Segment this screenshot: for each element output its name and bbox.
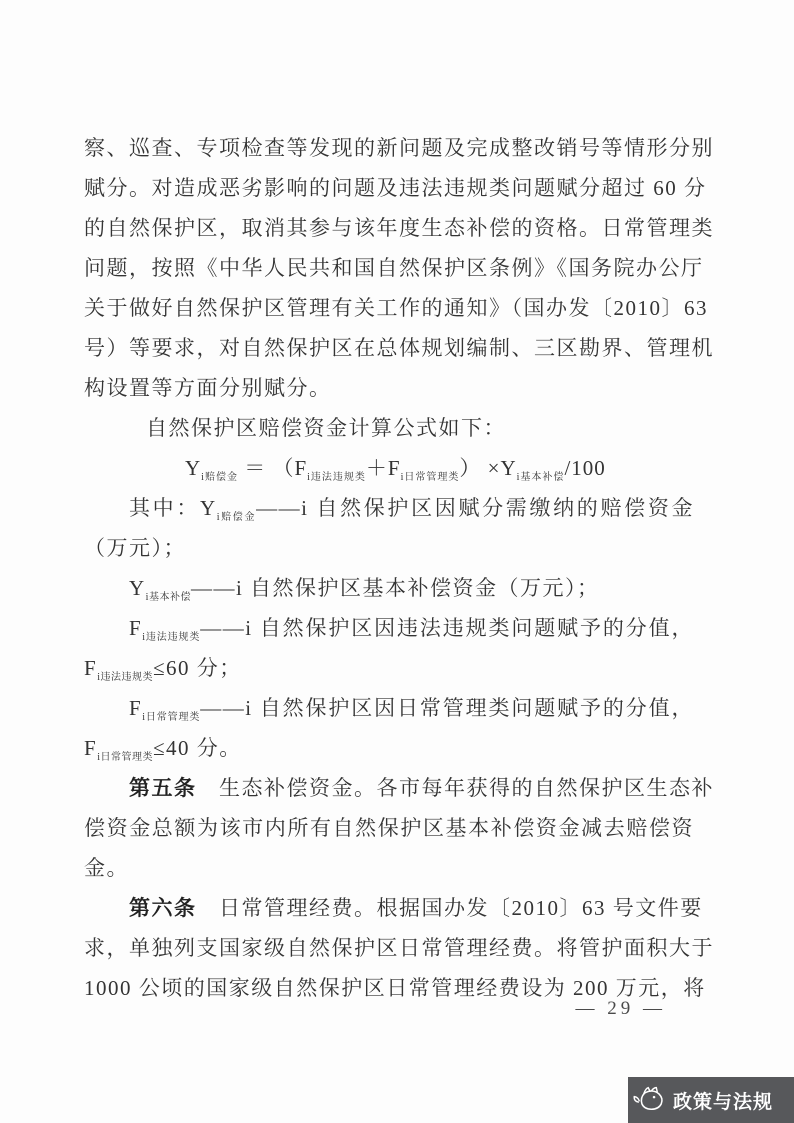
text-line-17: [84, 768, 714, 808]
text-line-20: [84, 888, 703, 928]
text-segment: 察、巡查、专项检查等发现的新问题及完成整改销号等情形分别: [84, 136, 714, 160]
subscript-label: i赔偿金: [216, 512, 257, 523]
text-line-8: [84, 408, 694, 448]
formula-line: [84, 448, 694, 488]
text-segment: 自然保护区赔偿资金计算公式如下：: [146, 416, 506, 440]
text-line-15: [84, 688, 694, 728]
text-segment: 号）等要求，对自然保护区在总体规划编制、三区勘界、管理机: [84, 336, 714, 360]
text-segment: Y: [185, 456, 202, 480]
text-segment: 关于做好自然保护区管理有关工作的通知》（国办发〔2010〕63: [84, 296, 708, 320]
text-segment: ——i 自然保护区因日常管理类问题赋予的分值，: [200, 696, 694, 720]
text-line-10: [84, 488, 694, 528]
text-segment: 的自然保护区，取消其参与该年度生态补偿的资格。日常管理类: [84, 216, 714, 240]
subscript-label: i基本补偿: [516, 472, 565, 483]
text-segment: ≤60 分；: [152, 656, 242, 680]
text-segment: ——i 自然保护区因赋分需缴纳的赔偿资金: [256, 496, 694, 520]
text-segment: ——i 自然保护区因违法违规类问题赋予的分值，: [200, 616, 694, 640]
document-lines: [84, 128, 714, 1008]
text-line-7: [84, 368, 694, 408]
text-line-16: [84, 728, 694, 768]
text-line-12: [84, 568, 694, 608]
subscript-label: i日常管理类: [142, 712, 201, 723]
subscript-label: i日常管理类: [97, 752, 153, 763]
cat-doodle-icon: [632, 1083, 668, 1118]
text-segment: F: [84, 736, 98, 760]
text-line-19: [84, 848, 694, 888]
brand-label: 政策与法规: [673, 1091, 774, 1113]
article-heading: 第五条: [129, 776, 197, 800]
text-segment: F: [84, 656, 98, 680]
text-line-2: [84, 168, 707, 208]
text-segment: ——i 自然保护区基本补偿资金（万元）；: [190, 576, 600, 600]
text-segment: F: [129, 616, 143, 640]
text-segment: 赋分。对造成恶劣影响的问题及违法违规类问题赋分超过 60 分: [84, 176, 707, 200]
text-line-6: [84, 328, 714, 368]
text-segment: 日常管理经费。根据国办发〔2010〕63 号文件要: [196, 896, 703, 920]
text-segment: ） ×Y: [459, 456, 517, 480]
text-line-21: [84, 928, 714, 968]
subscript-label: i违法违规类: [307, 472, 366, 483]
text-segment: 构设置等方面分别赋分。: [84, 376, 332, 400]
text-segment: 1000 公顷的国家级自然保护区日常管理经费设为 200 万元，将: [84, 976, 706, 1000]
text-line-13: [84, 608, 694, 648]
text-line-11: [84, 528, 694, 568]
text-segment: Y: [129, 576, 146, 600]
text-segment: F: [129, 696, 143, 720]
text-segment: 金。: [84, 856, 129, 880]
text-segment: （万元）；: [84, 536, 186, 560]
text-line-3: [84, 208, 714, 248]
text-segment: 求，单独列支国家级自然保护区日常管理经费。将管护面积大于: [84, 936, 714, 960]
footer-brand-band: [628, 1077, 794, 1123]
text-segment: 问题，按照《中华人民共和国自然保护区条例》《国务院办公厅: [84, 256, 704, 280]
text-line-1: [84, 128, 714, 168]
text-segment: 生态补偿资金。各市每年获得的自然保护区生态补: [196, 776, 714, 800]
text-line-4: [84, 248, 704, 288]
text-line-5: [84, 288, 708, 328]
text-segment: ≤40 分。: [152, 736, 242, 760]
subscript-label: i赔偿金: [201, 472, 238, 483]
text-segment: 偿资金总额为该市内所有自然保护区基本补偿资金减去赔偿资: [84, 816, 694, 840]
subscript-label: i日常管理类: [400, 472, 460, 483]
subscript-label: i违法违规类: [97, 672, 153, 683]
article-heading: 第六条: [129, 896, 197, 920]
text-line-14: [84, 648, 694, 688]
subscript-label: i违法违规类: [142, 632, 201, 643]
text-segment: ＋F: [365, 456, 401, 480]
text-segment: ＝ （F: [237, 456, 308, 480]
text-segment: /100: [564, 456, 606, 480]
text-line-18: [84, 808, 694, 848]
page-number: — 29 —: [575, 998, 666, 1019]
text-segment: 其中：Y: [129, 496, 217, 520]
subscript-label: i基本补偿: [145, 592, 191, 603]
